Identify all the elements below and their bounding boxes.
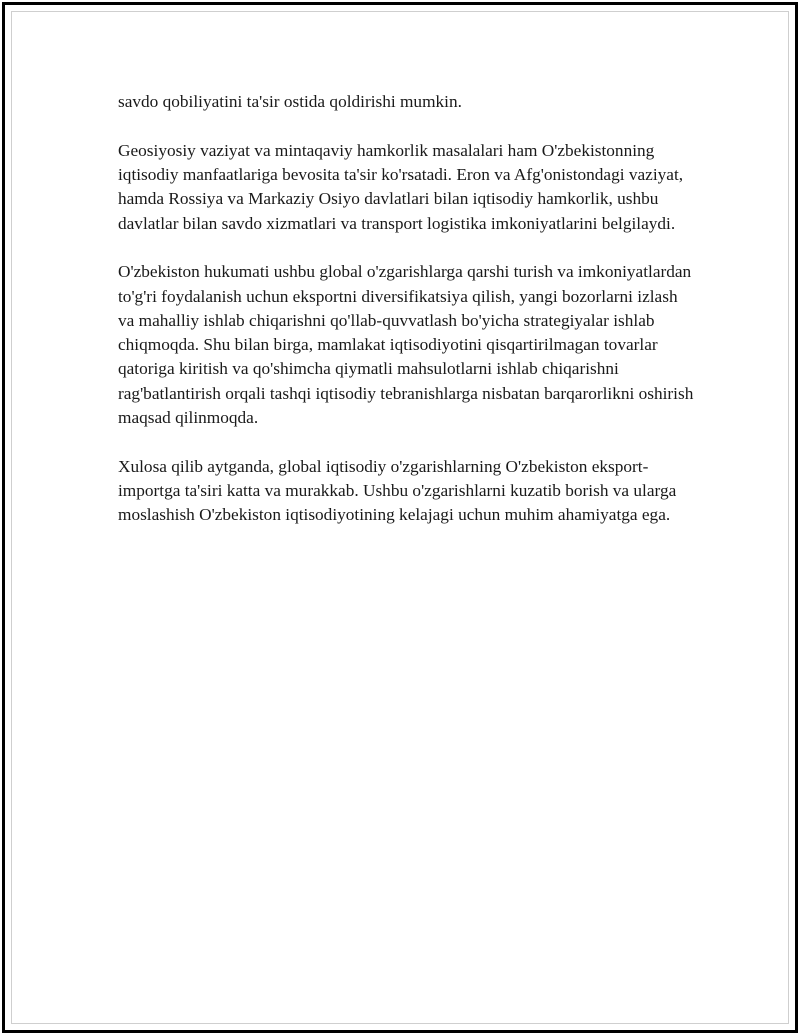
document-body [118, 90, 698, 552]
paragraph-3: O'zbekiston hukumati ushbu global o'zgarishlarga qarshi turish va imkoniyatlardan to'g'ri foydalanish uchun eksportni diversifikatsiya qilish, yangi bozorlarni izlash va mahalliy ishlab chiqarishni qo'llab-quvvatlash bo'yicha strategiyalar ishlab chiqmoqda. Shu bilan birga, mamlakat iqtisodiyotini qisqartirilmagan tovarlar qatoriga kiritish va qo'shimcha qiymatli mahsulotlarni ishlab chiqarishni rag'batlantirish orqali tashqi iqtisodiy tebranishlarga nisbatan barqarorlikni oshirish maqsad qilinmoqda. [118, 262, 694, 428]
paragraph-4: Xulosa qilib aytganda, global iqtisodiy o'zgarishlarning O'zbekiston eksport-importga ta'siri katta va murakkab. Ushbu o'zgarishlarni kuzatib borish va ularga moslashish O'zbekiston iqtisodiyotining kelajagi uchun muhim ahamiyatga ega. [118, 456, 677, 525]
paragraph-1: savdo qobiliyatini ta'sir ostida qoldirishi mumkin. [118, 92, 462, 111]
paragraph-2: Geosiyosiy vaziyat va mintaqaviy hamkorlik masalalari ham O'zbekistonning iqtisodiy manfaatlariga bevosita ta'sir ko'rsatadi. Eron va Afg'onistondagi vaziyat, hamda Rossiya va Markaziy Osiyo davlatlari bilan iqtisodiy hamkorlik, ushbu davlatlar bilan savdo xizmatlari va transport logistika imkoniyatlarini belgilaydi. [118, 140, 684, 233]
